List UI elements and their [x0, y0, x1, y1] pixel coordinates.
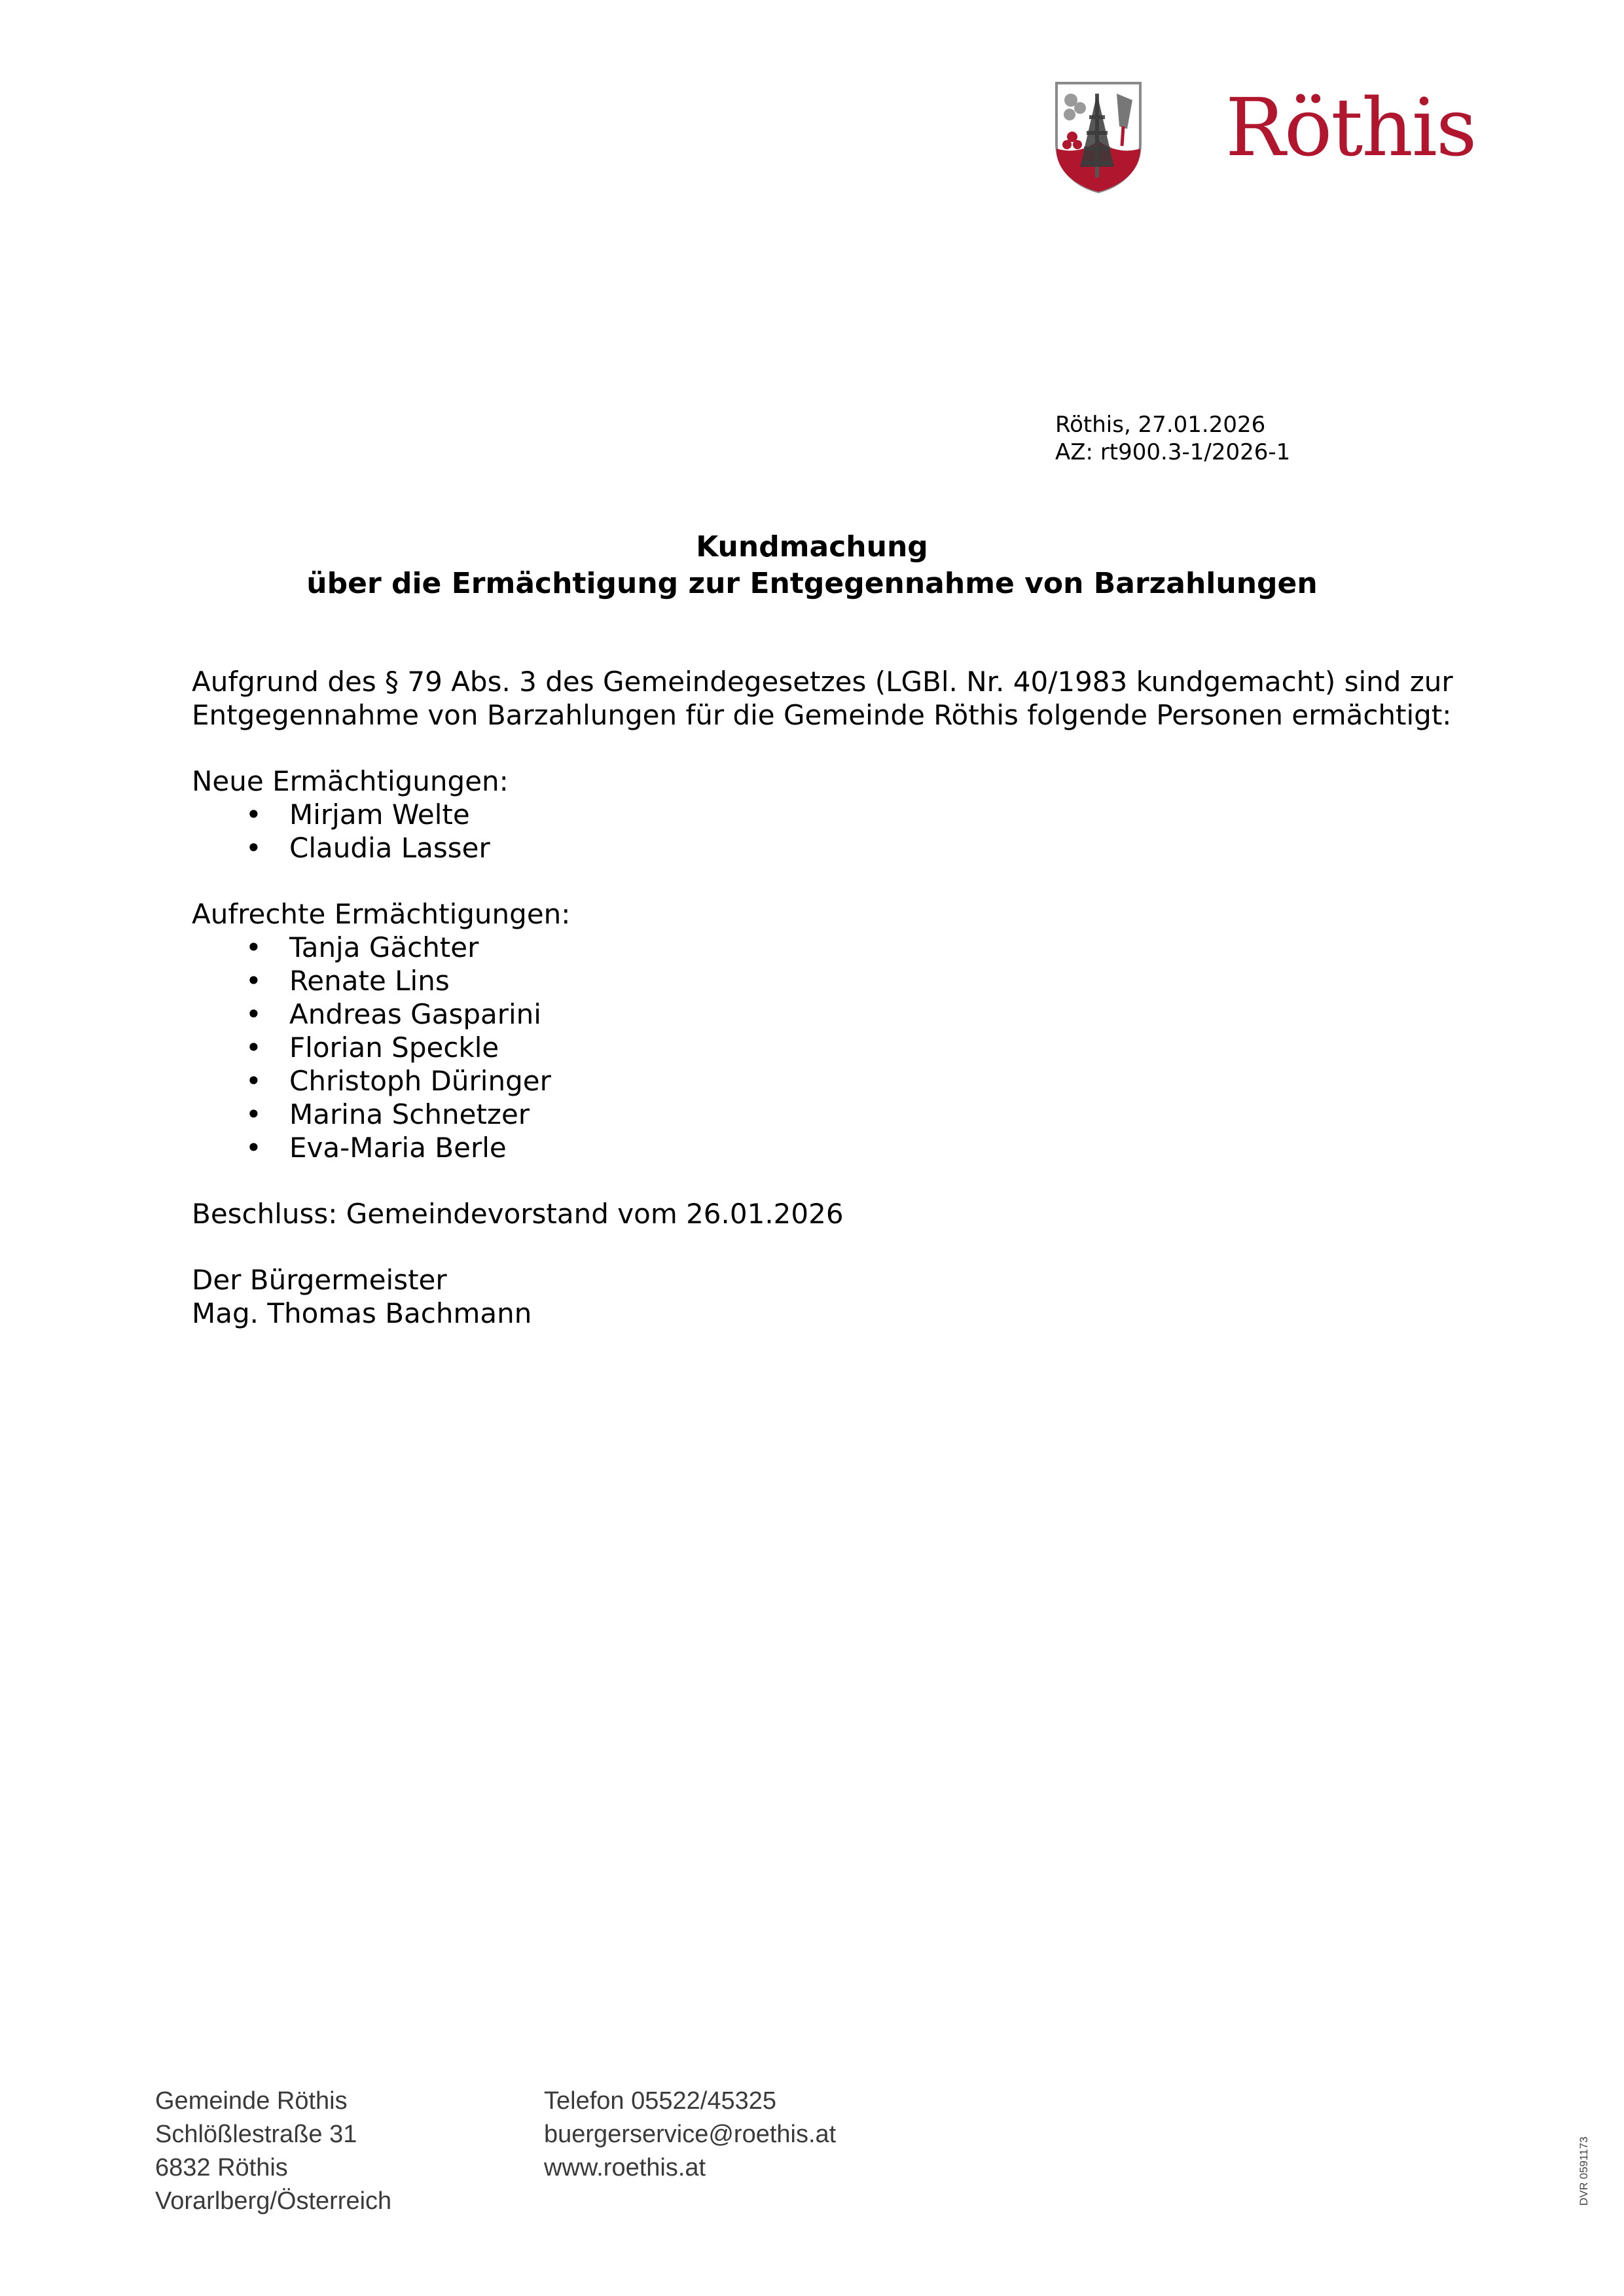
list-item	[192, 831, 1468, 865]
person-name: Renate Lins	[289, 965, 450, 997]
new-authorizations-list	[192, 798, 1468, 865]
coat-of-arms-icon	[1054, 81, 1143, 193]
bullet: •	[245, 998, 262, 1030]
resolution-line: Beschluss: Gemeindevorstand vom 26.01.2026	[192, 1198, 844, 1230]
municipality-brand: Röthis	[1225, 81, 1476, 174]
person-name: Mirjam Welte	[289, 798, 470, 831]
footer-phone: Telefon 05522/45325	[544, 2087, 776, 2115]
title-line-2: über die Ermächtigung zur Entgegennahme von Barzahlungen	[306, 567, 1318, 600]
bullet: •	[245, 1065, 262, 1097]
footer-address-line: Gemeinde Röthis	[155, 2087, 348, 2115]
list-item	[192, 997, 1468, 1031]
list-item	[192, 931, 1468, 964]
bullet: •	[245, 1098, 262, 1130]
intro-line-2: Entgegennahme von Barzahlungen für die Gemeinde Röthis folgende Personen ermächtigt:	[192, 699, 1452, 731]
bullet: •	[245, 798, 262, 831]
list-item	[192, 1064, 1468, 1098]
list-item	[192, 798, 1468, 831]
list-item	[192, 1031, 1468, 1064]
person-name: Christoph Düringer	[289, 1065, 551, 1097]
signature-title: Der Bürgermeister	[192, 1264, 447, 1296]
person-name: Eva-Maria Berle	[289, 1132, 507, 1164]
new-authorizations-heading: Neue Ermächtigungen:	[192, 765, 509, 797]
footer-address-line: 6832 Röthis	[155, 2154, 288, 2181]
person-name: Claudia Lasser	[289, 832, 490, 864]
person-name: Florian Speckle	[289, 1031, 499, 1064]
footer-address-line: Schlößlestraße 31	[155, 2121, 357, 2148]
dvr-number: DVR 0591173	[1578, 2136, 1590, 2206]
title-line-1: Kundmachung	[696, 530, 928, 564]
document-meta	[1055, 411, 1290, 466]
existing-authorizations-list	[192, 931, 1468, 1164]
document-body	[192, 665, 1468, 1330]
bullet: •	[245, 1132, 262, 1164]
document-title	[0, 529, 1624, 602]
footer-contact	[544, 2085, 836, 2185]
footer-address	[155, 2085, 391, 2218]
footer-email: buergerservice@roethis.at	[544, 2121, 837, 2148]
bullet: •	[245, 931, 262, 963]
person-name: Tanja Gächter	[289, 931, 479, 963]
signature-name: Mag. Thomas Bachmann	[192, 1297, 532, 1329]
intro-line-1: Aufgrund des § 79 Abs. 3 des Gemeindegesetzes (LGBl. Nr. 40/1983 kundgemacht) sind zur	[192, 666, 1453, 698]
place-and-date: Röthis, 27.01.2026	[1055, 412, 1266, 438]
list-item	[192, 1098, 1468, 1131]
existing-authorizations-heading: Aufrechte Ermächtigungen:	[192, 898, 571, 930]
list-item	[192, 964, 1468, 997]
person-name: Andreas Gasparini	[289, 998, 541, 1030]
footer-address-line: Vorarlberg/Österreich	[155, 2187, 392, 2215]
header-logo	[1054, 75, 1486, 200]
person-name: Marina Schnetzer	[289, 1098, 530, 1130]
reference-number: AZ: rt900.3-1/2026-1	[1055, 439, 1291, 465]
list-item	[192, 1131, 1468, 1164]
bullet: •	[245, 832, 262, 864]
footer-website: www.roethis.at	[544, 2154, 706, 2181]
bullet: •	[245, 965, 262, 997]
bullet: •	[245, 1031, 262, 1064]
